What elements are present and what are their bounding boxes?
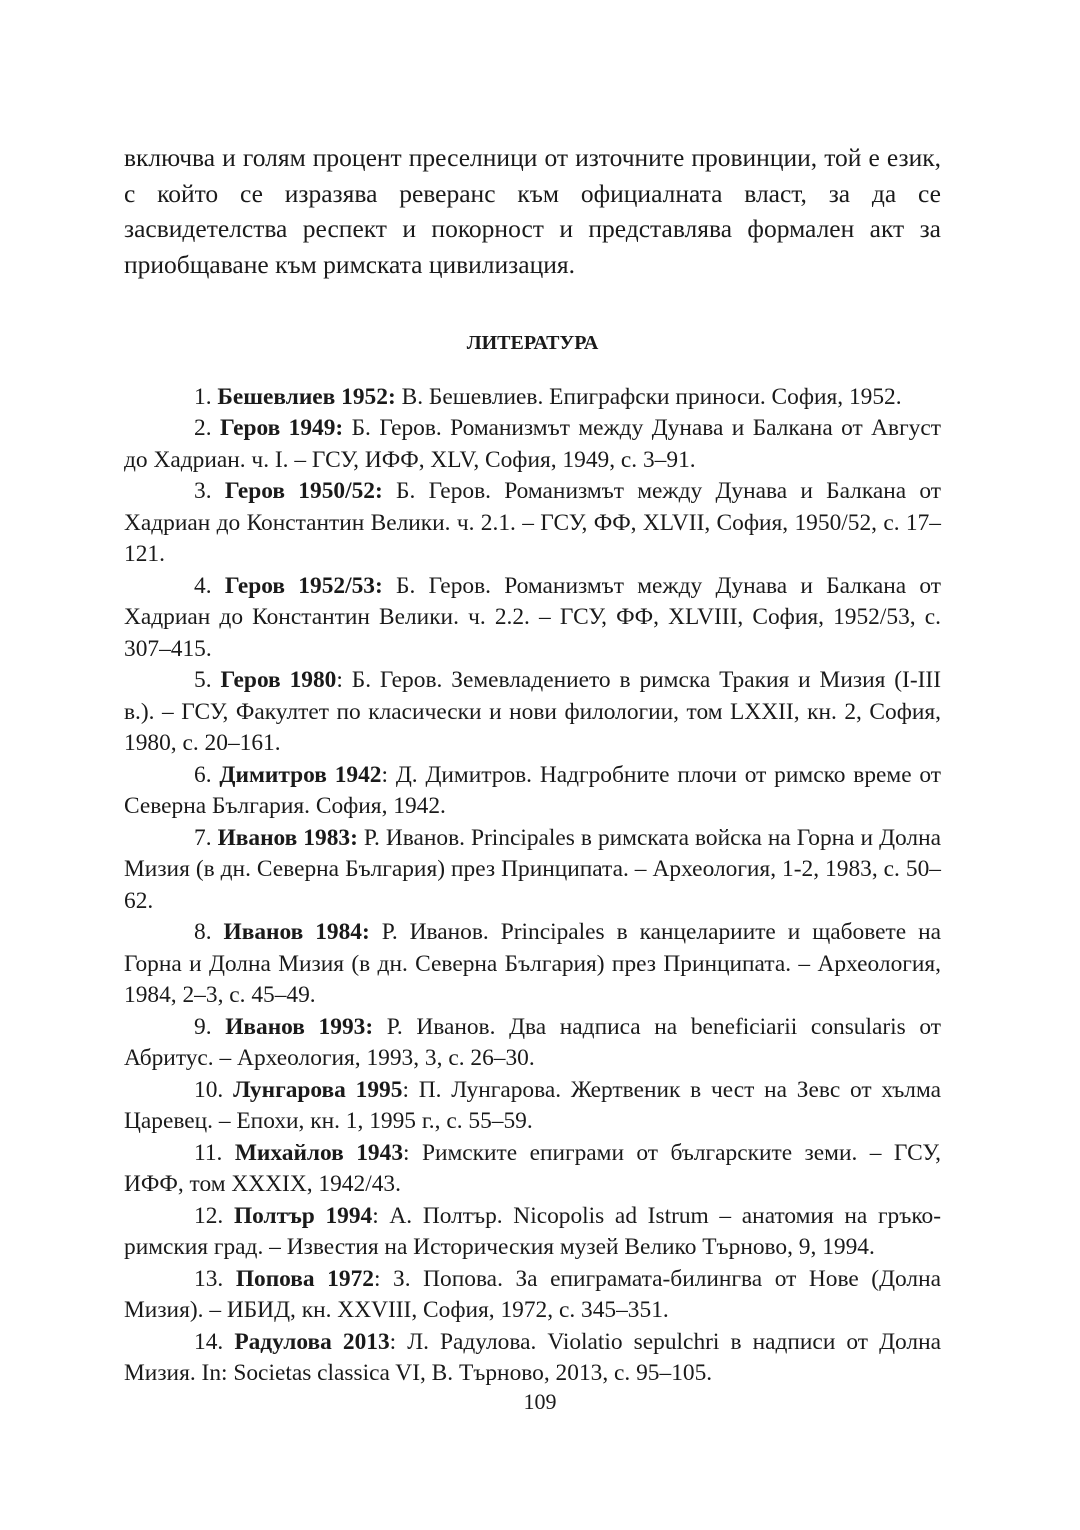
reference-key: Геров 1950/52:	[224, 478, 383, 505]
reference-text: В. Бешевлиев. Епиграфски приноси. София, 1952.	[401, 383, 902, 410]
reference-key: Иванов 1993:	[225, 1013, 374, 1040]
reference-number: 7.	[194, 824, 212, 851]
reference-number: 10.	[194, 1076, 224, 1103]
reference-text: Р. Иванов. Два надписа на beneficiarii consularis от Абритус. – Археология, 1993, 3, с. 26–30.	[124, 1013, 942, 1072]
reference-key: Геров 1949:	[219, 415, 344, 442]
reference-text: : А. Полтър. Nicopolis ad Istrum – анатомия на гръко-римския град. – Известия на Историческия музей Велико Търново, 9, 1994.	[124, 1202, 942, 1261]
reference-key: Полтър 1994	[233, 1202, 373, 1229]
reference-key: Бешевлиев 1952:	[217, 383, 396, 410]
reference-key: Лунгарова 1995	[233, 1076, 403, 1103]
reference-item	[124, 760, 941, 823]
document-page	[124, 140, 941, 1390]
reference-number: 9.	[194, 1013, 212, 1040]
reference-item	[124, 665, 941, 760]
reference-number: 12.	[194, 1202, 224, 1229]
reference-text: Б. Геров. Романизмът между Дунава и Балкана от Хадриан до Константин Велики. ч. 2.1. – ГСУ, ФФ, XLVII, София, 1950/52, с. 17–121.	[124, 478, 941, 568]
reference-item	[124, 1138, 941, 1201]
reference-text: : Римските епиграми от българските земи. – ГСУ, ИФФ, том XXXIX, 1942/43.	[124, 1139, 941, 1198]
reference-text: Б. Геров. Романизмът между Дунава и Балкана от Хадриан до Константин Велики. ч. 2.2. – ГСУ, ФФ, XLVIII, София, 1952/53, с. 307–415.	[124, 572, 941, 662]
reference-text: : Б. Геров. Земевладението в римска Тракия и Мизия (I-III в.). – ГСУ, Факултет по класически и нови филологии, том LXXII, кн. 2, София, 1980, с. 20–161.	[124, 667, 941, 757]
reference-text: Б. Геров. Романизмът между Дунава и Балкана от Август до Хадриан. ч. I. – ГСУ, ИФФ, XLV, София, 1949, с. 3–91.	[124, 415, 941, 473]
reference-text: : П. Лунгарова. Жертвеник в чест на Зевс от хълма Царевец. – Епохи, кн. 1, 1995 г., с. 55–59.	[124, 1076, 942, 1135]
section-heading: ЛИТЕРАТУРА	[466, 331, 599, 354]
reference-number: 2.	[194, 415, 212, 442]
reference-number: 13.	[194, 1265, 224, 1292]
reference-key: Иванов 1983:	[217, 824, 358, 851]
reference-number: 5.	[194, 667, 212, 694]
reference-key: Геров 1980	[220, 667, 337, 694]
reference-item	[124, 413, 941, 476]
reference-number: 4.	[194, 572, 212, 599]
intro-paragraph: включва и голям процент преселници от източните провинции, той е език, с който се изразява реверанс към официалната власт, за да се засвидетелства респект и покорност и представлява формален акт за приобщаване към римската цивилизация.	[124, 143, 941, 280]
reference-text: : Л. Радулова. Violatio sepulchri в надписи от Долна Мизия. In: Societas classica VI, В. Търново, 2013, с. 95–105.	[124, 1328, 941, 1387]
reference-key: Геров 1952/53:	[224, 572, 383, 599]
reference-number: 11.	[194, 1139, 223, 1166]
reference-item	[124, 1075, 941, 1138]
reference-item	[124, 823, 941, 918]
reference-item	[124, 1012, 941, 1075]
page-number: 109	[523, 1389, 557, 1414]
reference-text: : З. Попова. За епиграмата-билингва от Нове (Долна Мизия). – ИБИД, кн. XXVIII, София, 1972, с. 345–351.	[124, 1265, 942, 1324]
reference-item	[124, 382, 941, 414]
reference-item	[124, 476, 941, 571]
reference-number: 1.	[194, 383, 212, 410]
reference-item	[124, 1264, 941, 1327]
reference-text: Р. Иванов. Principales в канцелариите и щабовете на Горна и Долна Мизия (в дн. Северна България) през Принципата. – Археология, 1984, 2–3, с. 45–49.	[124, 919, 941, 1009]
reference-list	[124, 382, 941, 1390]
reference-key: Димитров 1942	[219, 761, 382, 788]
reference-text: Р. Иванов. Principales в римската войска на Горна и Долна Мизия (в дн. Северна България) през Принципата. – Археология, 1-2, 1983, с. 50–62.	[124, 824, 941, 914]
reference-key: Попова 1972	[235, 1265, 374, 1292]
reference-item	[124, 571, 941, 666]
reference-text: : Д. Димитров. Надгробните плочи от римско време от Северна България. София, 1942.	[124, 761, 942, 820]
reference-number: 14.	[194, 1328, 224, 1355]
reference-key: Радулова 2013	[234, 1328, 390, 1355]
reference-item	[124, 917, 941, 1012]
reference-item	[124, 1201, 941, 1264]
reference-key: Михайлов 1943	[234, 1139, 404, 1166]
reference-number: 3.	[194, 478, 212, 505]
reference-key: Иванов 1984:	[223, 919, 370, 946]
reference-item	[124, 1327, 941, 1390]
reference-number: 8.	[194, 919, 212, 946]
reference-number: 6.	[194, 761, 212, 788]
